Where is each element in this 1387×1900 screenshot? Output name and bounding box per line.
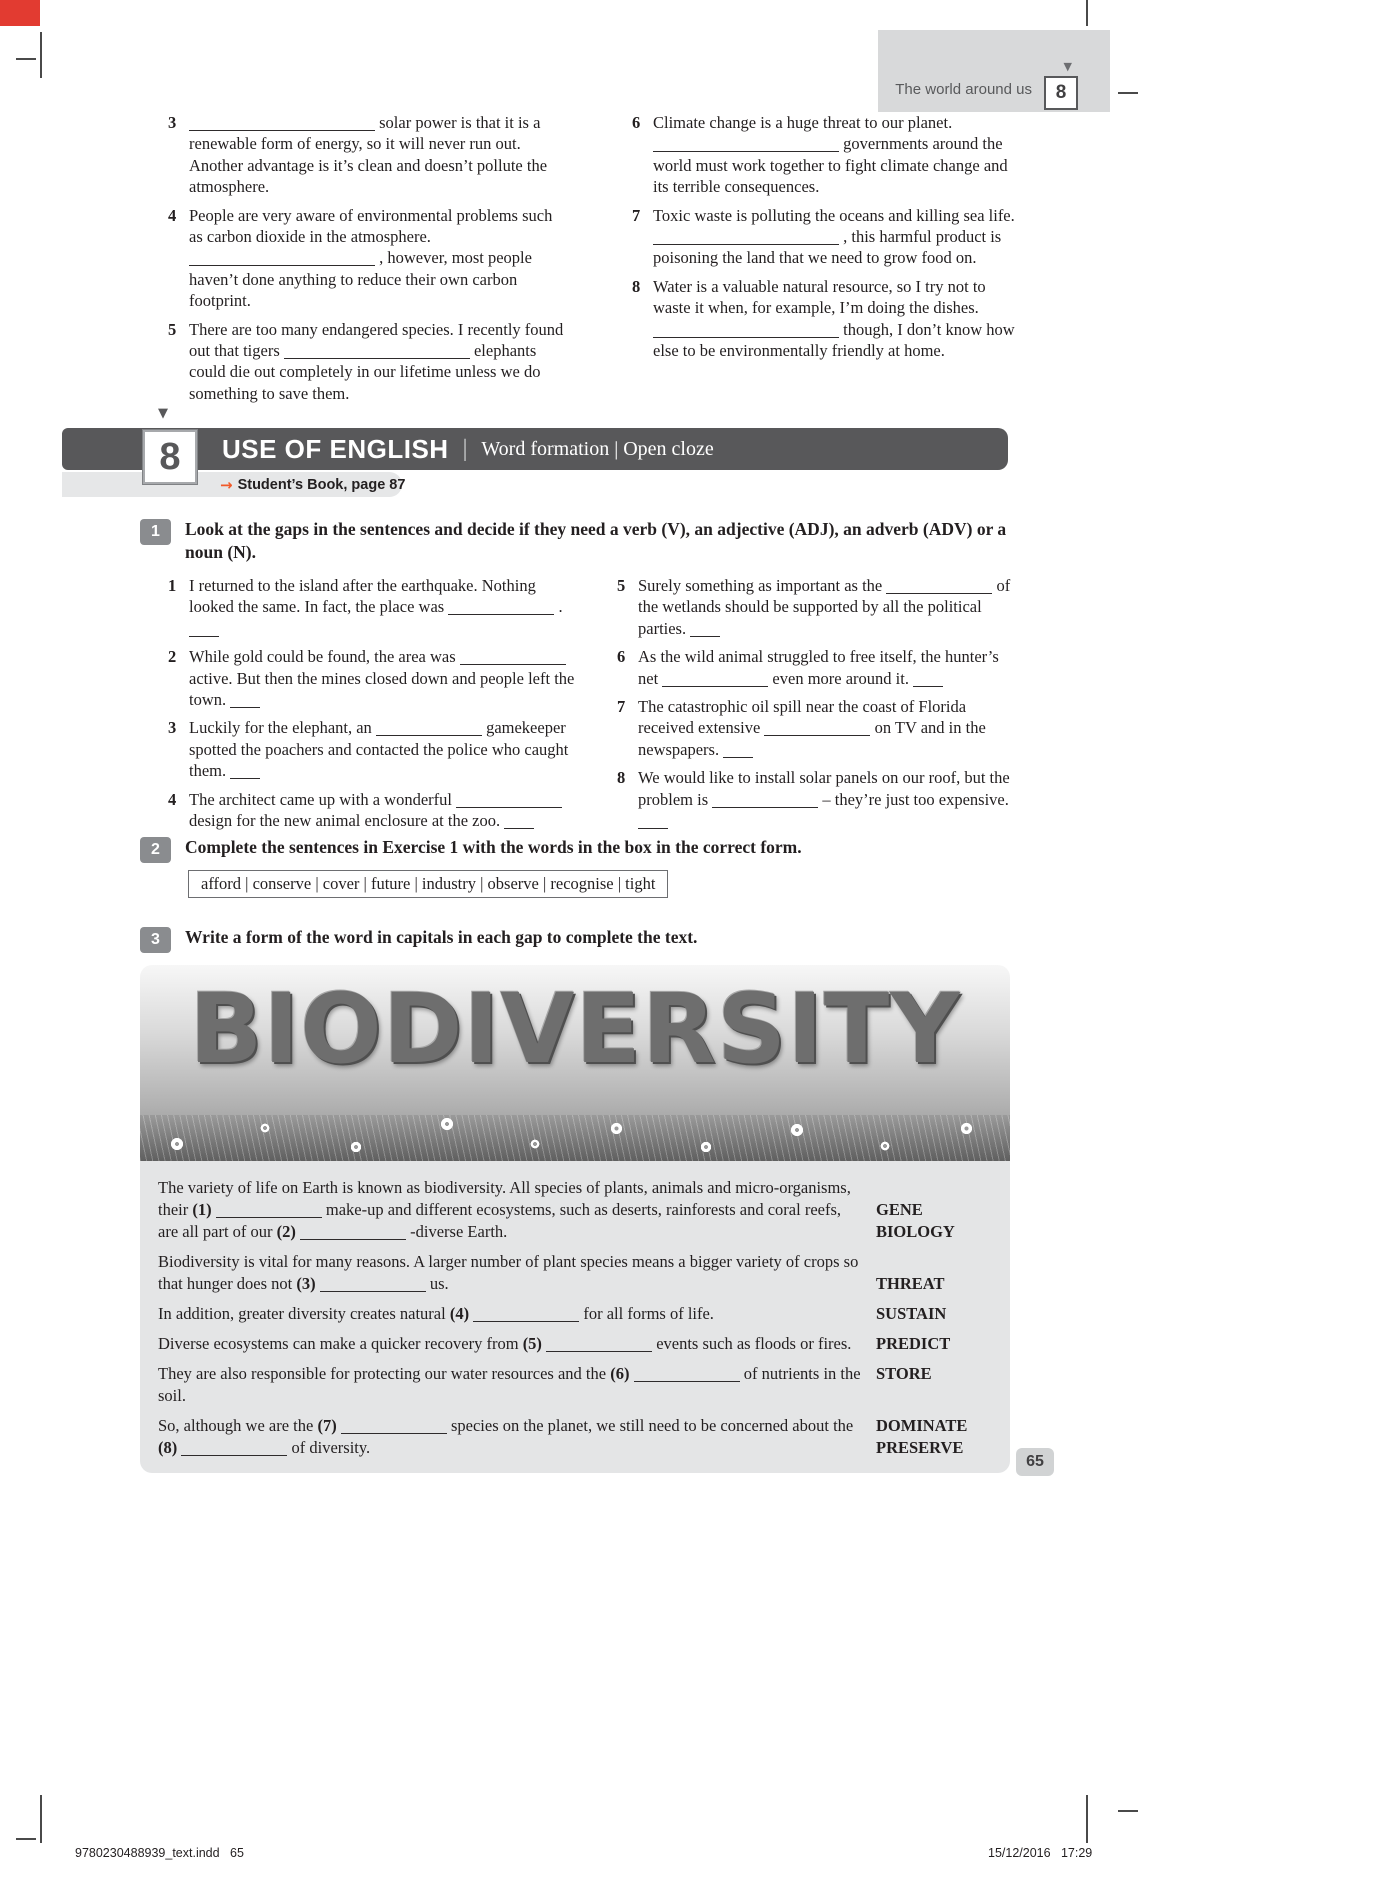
item-number: 7 <box>617 697 626 717</box>
fill-in-blank <box>456 794 562 808</box>
fill-in-blank <box>662 673 768 687</box>
biodiversity-image <box>140 965 1010 1161</box>
paragraph-text: They are also responsible for protecting our water resources and the (6) of nutrients in the soil. <box>158 1364 861 1405</box>
item-text: I returned to the island after the earthquake. Nothing looked the same. In fact, the place was . <box>189 575 578 639</box>
page-number: 65 <box>1016 1448 1054 1476</box>
cloze-paragraph <box>158 1333 992 1355</box>
daisy-icon <box>350 1141 362 1153</box>
item-text: solar power is that it is a renewable form of energy, so it will never run out. Another advantage is it’s clean and doesn’t pollute the atmosphere. <box>189 113 548 197</box>
exercise-1-column-right <box>617 575 1019 838</box>
fill-in-blank <box>376 722 482 736</box>
fill-in-blank <box>341 1420 447 1434</box>
students-book-reference <box>62 472 406 497</box>
fill-in-blank <box>189 252 375 266</box>
question-item <box>632 276 1018 362</box>
crop-mark <box>1118 1810 1138 1812</box>
fill-in-blank <box>189 623 219 637</box>
exercise-instruction: Complete the sentences in Exercise 1 with the words in the box in the correct form. <box>185 837 802 857</box>
fill-in-blank <box>189 117 375 131</box>
fill-in-blank <box>638 815 668 829</box>
unit-number-box: 8 <box>143 430 197 484</box>
triangle-icon: ▼ <box>1063 60 1072 73</box>
paragraph-text: Biodiversity is vital for many reasons. A larger number of plant species means a bigger variety of crops so that hunger does not (3) us. <box>158 1252 859 1293</box>
item-text: The catastrophic oil spill near the coast of Florida received extensive on TV and in the newspapers. <box>638 697 986 759</box>
daisy-icon <box>880 1141 890 1151</box>
question-item <box>617 696 1019 760</box>
crop-mark <box>16 58 36 60</box>
biodiversity-title: BIODIVERSITY <box>189 973 961 1085</box>
exercise-instruction: Write a form of the word in capitals in each gap to complete the text. <box>185 927 698 947</box>
item-text: Water is a valuable natural resource, so I try not to waste it when, for example, I’m doing the dishes. though, I don’t know how else to be environmentally friendly at home. <box>653 276 1015 361</box>
keyword: PREDICT <box>876 1334 951 1353</box>
fill-in-blank <box>690 623 720 637</box>
exercise-number-badge: 3 <box>140 927 171 953</box>
crop-mark <box>40 1795 42 1843</box>
crop-mark <box>16 1838 36 1840</box>
exercise-1-header <box>140 518 1022 564</box>
cloze-paragraph <box>158 1303 992 1325</box>
item-number: 8 <box>632 276 641 296</box>
item-number: 1 <box>168 576 177 595</box>
question-item <box>168 319 570 405</box>
fill-in-blank <box>634 1368 740 1382</box>
item-text: Luckily for the elephant, an gamekeeper spotted the poachers and contacted the police who caught them. <box>189 718 569 781</box>
cloze-paragraph <box>158 1415 992 1459</box>
question-item <box>168 112 570 198</box>
section-subtitle: Word formation | Open cloze <box>481 437 714 460</box>
keyword: SUSTAIN <box>876 1304 947 1323</box>
item-number: 3 <box>168 718 177 738</box>
bleed-mark <box>0 0 40 26</box>
item-number: 3 <box>168 113 177 132</box>
question-item <box>168 575 578 639</box>
fill-in-blank <box>230 694 260 708</box>
item-number: 6 <box>632 113 641 132</box>
item-number: 8 <box>617 768 626 788</box>
paragraph-text: In addition, greater diversity creates natural (4) for all forms of life. <box>158 1304 714 1323</box>
question-item <box>168 646 578 710</box>
daisy-icon <box>440 1117 454 1131</box>
fill-in-blank <box>473 1308 579 1322</box>
arrow-icon: → <box>220 475 233 494</box>
crop-mark <box>1086 0 1088 26</box>
fill-in-blank <box>230 765 260 779</box>
question-item <box>632 112 1018 198</box>
daisy-icon <box>790 1123 804 1137</box>
exercise-number-badge: 1 <box>140 519 171 545</box>
fill-in-blank <box>546 1338 652 1352</box>
paragraph-text: Diverse ecosystems can make a quicker recovery from (5) events such as floods or fires. <box>158 1334 852 1353</box>
warmup-column-right <box>632 112 1018 368</box>
fill-in-blank <box>886 580 992 594</box>
fill-in-blank <box>653 138 839 152</box>
question-item <box>168 717 578 781</box>
item-text: Surely something as important as the of the wetlands should be supported by all the political parties. <box>638 576 1011 638</box>
daisy-icon <box>530 1139 540 1149</box>
keyword: PRESERVE <box>876 1438 964 1457</box>
triangle-icon: ▼ <box>158 406 168 421</box>
item-number: 4 <box>168 205 177 225</box>
exercise-2-header <box>140 836 1022 863</box>
exercise-3-header <box>140 926 1022 953</box>
keyword-column <box>864 1333 992 1355</box>
daisy-icon <box>260 1123 270 1133</box>
biodiversity-text-panel <box>140 1161 1010 1473</box>
question-item <box>617 646 1019 689</box>
paragraph-text: So, although we are the (7) species on the planet, we still need to be concerned about the (8) of diversity. <box>158 1416 854 1457</box>
fill-in-blank <box>653 231 839 245</box>
item-number: 5 <box>168 319 177 339</box>
fill-in-blank <box>723 744 753 758</box>
warmup-column-left <box>168 112 570 411</box>
keyword: STORE <box>876 1364 932 1383</box>
print-datetime: 15/12/2016 17:29 <box>988 1846 1093 1860</box>
fill-in-blank <box>216 1204 322 1218</box>
question-item <box>168 205 570 312</box>
word-box: afford | conserve | cover | future | industry | observe | recognise | tight <box>188 870 668 898</box>
daisy-icon <box>960 1122 973 1135</box>
item-text: The architect came up with a wonderful design for the new animal enclosure at the zoo. <box>189 789 578 832</box>
fill-in-blank <box>284 345 470 359</box>
cloze-paragraph <box>158 1251 992 1295</box>
fill-in-blank <box>913 673 943 687</box>
fill-in-blank <box>300 1226 406 1240</box>
item-number: 6 <box>617 647 626 667</box>
fill-in-blank <box>320 1278 426 1292</box>
keyword-column <box>864 1251 992 1295</box>
use-of-english-banner <box>62 428 1008 470</box>
question-item <box>617 575 1019 639</box>
item-text: There are too many endangered species. I recently found out that tigers elephants could die out completely in our lifetime unless we do something to save them. <box>189 319 564 403</box>
crop-mark <box>1086 1795 1088 1843</box>
separator: | <box>462 435 468 462</box>
unit-title: The world around us <box>895 81 1032 98</box>
cloze-paragraph <box>158 1177 992 1243</box>
item-number: 4 <box>168 789 177 809</box>
fill-in-blank <box>181 1442 287 1456</box>
biodiversity-block <box>140 965 1010 1473</box>
fill-in-blank <box>460 651 566 665</box>
crop-mark <box>1118 92 1138 94</box>
daisy-icon <box>610 1122 623 1135</box>
section-title: USE OF ENGLISH <box>222 433 449 464</box>
exercise-number-badge: 2 <box>140 837 171 863</box>
fill-in-blank <box>764 722 870 736</box>
keyword: DOMINATE <box>876 1416 968 1435</box>
crop-mark <box>40 32 42 78</box>
question-item <box>617 767 1019 831</box>
unit-number-badge: 8 <box>1044 76 1078 110</box>
daisy-icon <box>700 1141 712 1153</box>
daisy-icon <box>170 1137 184 1151</box>
keyword-column <box>864 1303 992 1325</box>
keyword-column <box>864 1415 992 1459</box>
fill-in-blank <box>448 601 554 615</box>
students-book-label: Student’s Book, page 87 <box>237 476 406 493</box>
unit-header-tab <box>878 30 1110 112</box>
item-text: People are very aware of environmental problems such as carbon dioxide in the atmosphere. , however, most people haven’t done anything to reduce their own carbon footprint. <box>189 205 553 311</box>
question-item <box>168 789 578 832</box>
keyword: THREAT <box>876 1274 945 1293</box>
question-item <box>632 205 1018 269</box>
item-number: 5 <box>617 576 626 595</box>
exercise-instruction: Look at the gaps in the sentences and decide if they need a verb (V), an adjective (ADJ), an adverb (ADV) or a noun (N). <box>185 519 1007 562</box>
fill-in-blank <box>712 794 818 808</box>
keyword-column <box>864 1177 992 1243</box>
fill-in-blank <box>504 815 534 829</box>
keyword: BIOLOGY <box>876 1222 955 1241</box>
item-number: 2 <box>168 647 177 667</box>
item-text: While gold could be found, the area was active. But then the mines closed down and people left the town. <box>189 647 575 710</box>
item-text: We would like to install solar panels on our roof, but the problem is – they’re just too expensive. <box>638 767 1019 831</box>
exercise-1-column-left <box>168 575 578 838</box>
grass-strip <box>140 1115 1010 1161</box>
cloze-paragraph <box>158 1363 992 1407</box>
print-imprint: 9780230488939_text.indd 65 <box>75 1846 244 1860</box>
item-number: 7 <box>632 205 641 225</box>
keyword: GENE <box>876 1200 923 1219</box>
keyword-column <box>864 1363 992 1407</box>
item-text: As the wild animal struggled to free itself, the hunter’s net even more around it. <box>638 647 999 688</box>
item-text: Toxic waste is polluting the oceans and killing sea life. , this harmful product is poisoning the land that we need to grow food on. <box>653 205 1015 268</box>
paragraph-text: The variety of life on Earth is known as biodiversity. All species of plants, animals and micro-organisms, their (1) make-up and different ecosystems, such as deserts, rainforests and coral reefs, are all part of our (2) -diverse Earth. <box>158 1178 851 1241</box>
fill-in-blank <box>653 324 839 338</box>
item-text: Climate change is a huge threat to our planet. governments around the world must work together to fight climate change and its terrible consequences. <box>653 113 1008 197</box>
